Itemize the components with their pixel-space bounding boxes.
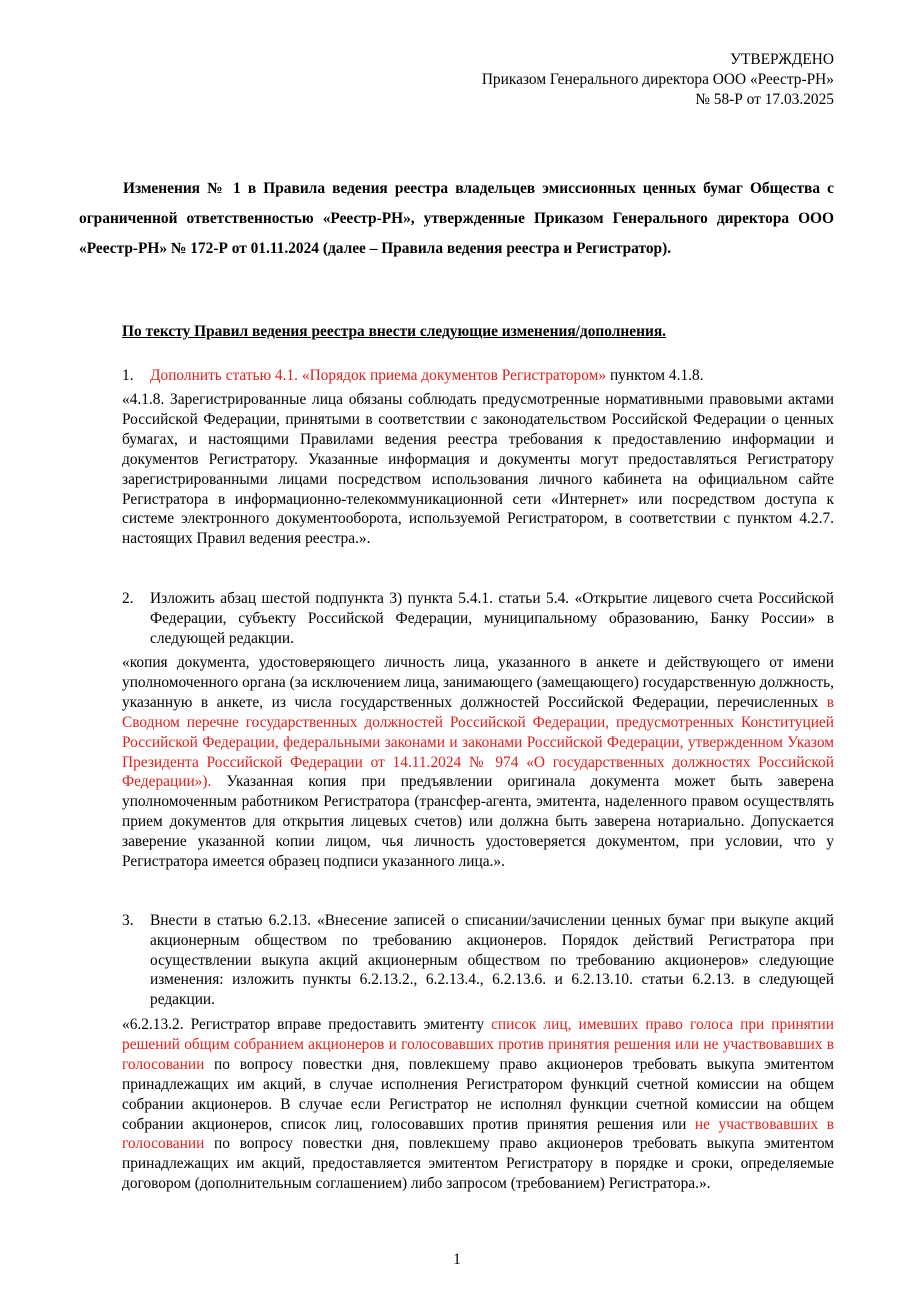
approval-label: УТВЕРЖДЕНО [730, 51, 834, 68]
quote-4-1-8: «4.1.8. Зарегистрированные лица обязаны соблюдать предусмотренные нормативными правовыми актами Российской Федерации, принятыми в соответствии с законодательством Российской Федерации о ценных бумагах, и настоящими Правилами ведения реестра требования к предоставлению информации и документов Регистратору. Указанные информация и документы могут предоставляться Регистратору зарегистрированными лицами посредством использования личного кабинета на официальном сайте Регистратора в информационно-телекоммуникационной сети «Интернет» или посредством доступа к системе электронного документооборота, используемой Регистратором, в соответствии с пунктом 4.2.7. настоящих Правил ведения реестра.». [122, 391, 834, 548]
list-item-1 [122, 366, 834, 386]
item-text: пунктом 4.1.8. [606, 367, 704, 384]
approval-order: Приказом Генерального директора ООО «Реестр-РН» [481, 71, 834, 88]
list-item-number: 2. [122, 590, 134, 607]
list-item-2 [122, 589, 834, 648]
list-item-number: 3. [122, 912, 134, 929]
approval-number-date: № 58-Р от 17.03.2025 [695, 91, 834, 108]
quote-5-4-1 [122, 653, 834, 872]
list-item-text: Изложить абзац шестой подпункта 3) пункта 5.4.1. статьи 5.4. «Открытие лицевого счета Российской Федерации, субъекту Российской Федерации, муниципальному образованию, Банку России» в следующей редакции. [150, 590, 834, 647]
document-title: Изменения № 1 в Правила ведения реестра владельцев эмиссионных ценных бумаг Общества с ограниченной ответственностью «Реестр-РН», утвержденные Приказом Генерального директора ООО «Реестр-РН» № 172-Р от 01.11.2024 (далее – Правила ведения реестра и Регистратор). [79, 180, 834, 257]
highlighted-text: в Сводном перечне государственных должностей Российской Федерации, предусмотренных Конституцией Российской Федерации, федеральными законами и законами Российской Федерации, утвержденном Указом Президента Российской Федерации от 14.11.2024 № 974 «О государственных должностях Российской Федерации»). [122, 693, 834, 791]
page-number: 1 [453, 1251, 461, 1268]
list-item-text [150, 366, 834, 386]
quote-text: «6.2.13.2. Регистратор вправе предоставить эмитенту [122, 1016, 492, 1033]
highlighted-text: список лиц, имевших право голоса при принятии решений общим собранием акционеров и голосовавших против принятия решения или не участвовавших в голосовании [122, 1016, 834, 1073]
intro-heading: По тексту Правил ведения реестра внести следующие изменения/дополнения. [122, 323, 667, 340]
quote-text: Указанная копия при предъявлении оригинала документа может быть заверена уполномоченным работником Регистратора (трансфер-агента, эмитента, наделенного правом осуществлять прием документов для открытия лицевых счетов) или должна быть заверена нотариально. Допускается заверение указанной копии лицом, чья личность удостоверяется документом, при условии, что у Регистратора имеется образец подписи указанного лица.». [122, 773, 834, 871]
quote-6-2-13-2 [122, 1015, 834, 1194]
quote-text: по вопросу повестки дня, повлекшему право акционеров требовать выкупа эмитентом принадлежащих им акций, предоставляется эмитентом Регистратору в порядке и сроки, определяемые договором (дополнительным соглашением) либо запросом (требованием) Регистратора.». [122, 1135, 834, 1193]
list-item-text: Внести в статью 6.2.13. «Внесение записей о списании/зачислении ценных бумаг при выкупе акций акционерным обществом по требованию акционеров. Порядок действий Регистратора при осуществлении выкупа акций акционерным обществом по требованию акционеров» следующие изменения: изложить пункты 6.2.13.2., 6.2.13.4., 6.2.13.6. и 6.2.13.10. статьи 6.2.13. в следующей редакции. [150, 912, 834, 1009]
quote-text: по вопросу повестки дня, повлекшему право акционеров требовать выкупа эмитентом принадлежащих им акций, в случае исполнения Регистратором функций счетной комиссии на общем собрании акционеров. В случае если Регистратор не исполнял функции счетной комиссии на общем собрании акционеров, список лиц, голосовавших против принятия решения или [122, 1055, 834, 1133]
list-item-3 [122, 911, 834, 1010]
approval-block [234, 50, 834, 110]
highlighted-text: не участвовавших в голосовании [122, 1115, 835, 1153]
highlighted-text: Дополнить статью 4.1. «Порядок приема документов Регистратором» [150, 367, 607, 384]
list-item-number: 1. [122, 367, 134, 384]
quote-text: «копия документа, удостоверяющего личность лица, указанного в анкете и действующего от имени уполномоченного органа (за исключением лица, занимающего (замещающего) государственную должность, указанную в анкете, из числа государственных должностей Российской Федерации, перечисленных [122, 654, 834, 711]
